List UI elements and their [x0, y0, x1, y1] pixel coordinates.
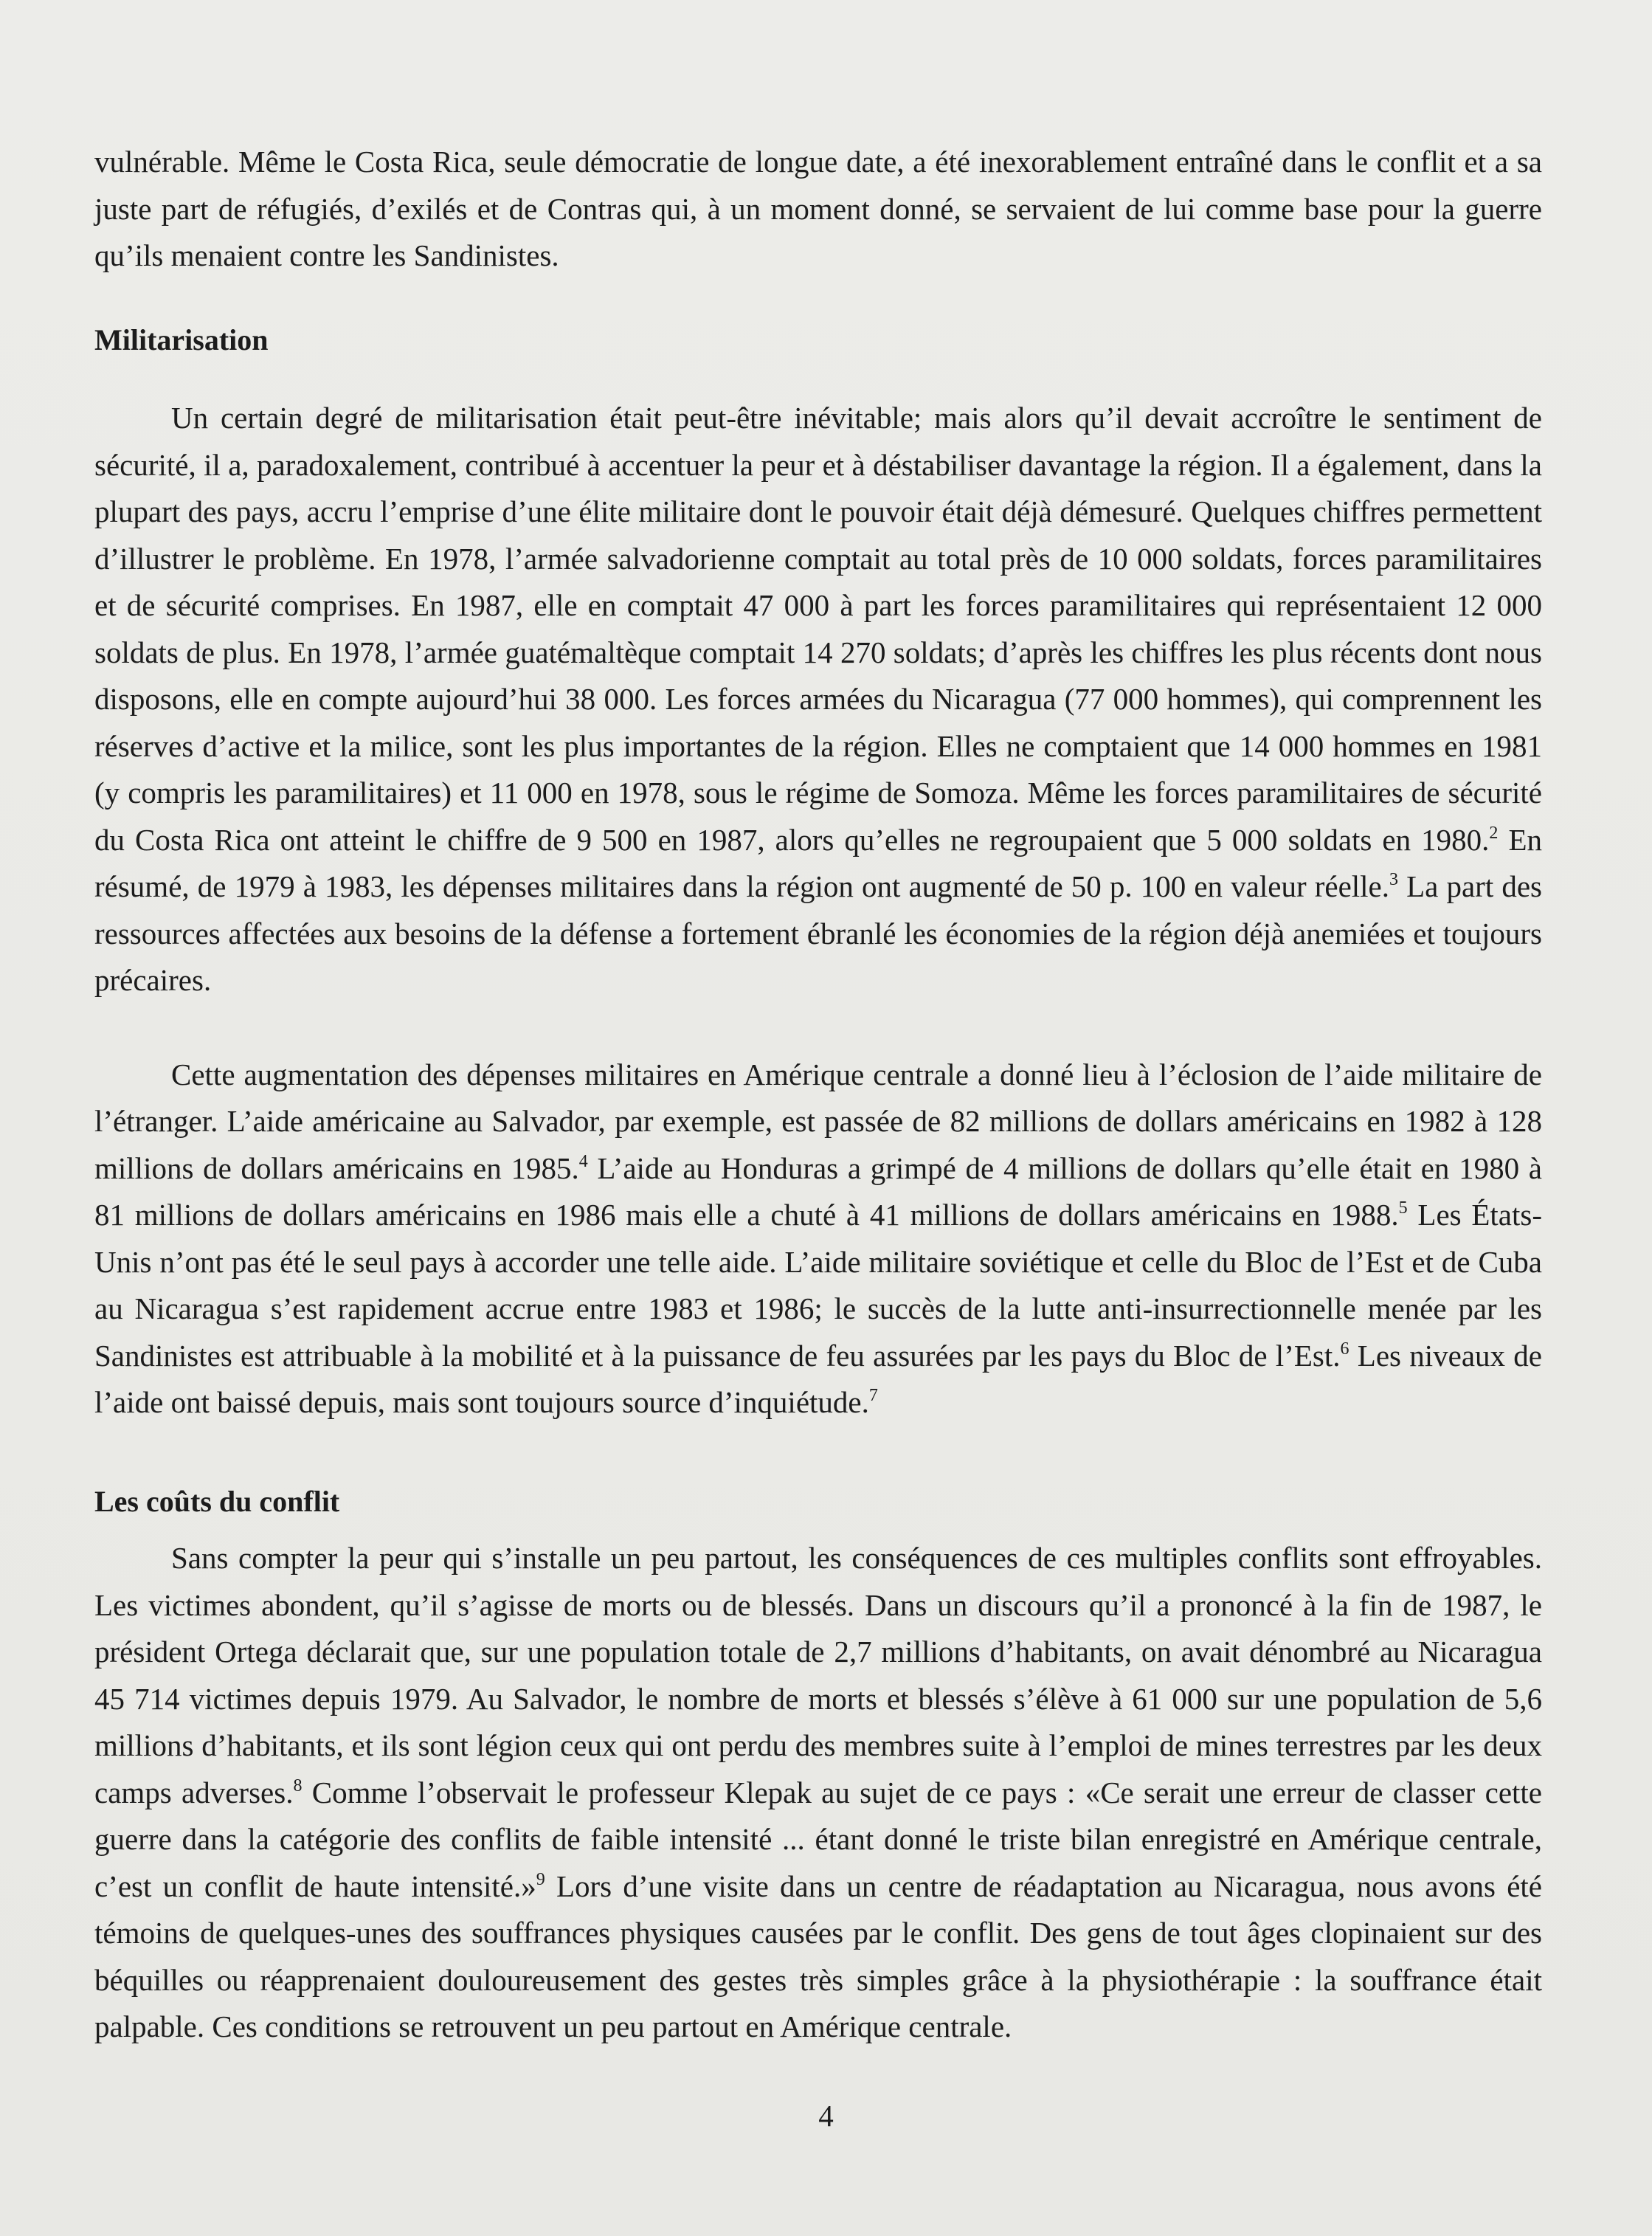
- text-run: Un certain degré de militarisation était peut-être inévitable; mais alors qu’il devait accroître le sentiment de sécurité, il a, paradoxalement, contribué à accentuer la peur et à déstabiliser davantage la région. Il a également, dans la plupart des pays, accru l’emprise d’une élite militaire dont le pouvoir était déjà démesuré. Quelques chiffres permettent d’illustrer le problème. En 1978, l’armée salvadorienne comptait au total près de 10 000 soldats, forces paramilitaires et de sécurité comprises. En 1987, elle en comptait 47 000 à part les forces paramilitaires qui représentaient 12 000 soldats de plus. En 1978, l’armée guatémaltèque comptait 14 270 soldats; d’après les chiffres les plus récents dont nous disposons, elle en compte aujourd’hui 38 000. Les forces armées du Nicaragua (77 000 hommes), qui comprennent les réserves d’active et la milice, sont les plus importantes de la région. Elles ne comptaient que 14 000 hommes en 1981 (y compris les paramilitaires) et 11 000 en 1978, sous le régime de Somoza. Même les forces paramilitaires de sécurité du Costa Rica ont atteint le chiffre de 9 500 en 1987, alors qu’elles ne regroupaient que 5 000 soldats en 1980.: [94, 401, 1542, 857]
- militarisation-paragraph-1: [94, 395, 1542, 1004]
- text-run: Lors d’une visite dans un centre de réadaptation au Nicaragua, nous avons été témoins de quelques-unes des souffrances physiques causées par le conflit. Des gens de tout âges clopinaient sur des béquilles ou réapprenaient douloureusement des gestes très simples grâce à la physiothérapie : la souffrance était palpable. Ces conditions se retrouvent un peu partout en Amérique centrale.: [94, 1868, 1542, 2043]
- text-run: L’aide au Honduras a grimpé de 4 millions de dollars qu’elle était en 1980 à 81 millions de dollars américains en 1986 mais elle a chuté à 41 millions de dollars américains en 1988.: [94, 1150, 1543, 1232]
- footnote-marker: 4: [578, 1151, 588, 1171]
- section-heading-couts-du-conflit: Les coûts du conflit: [94, 1484, 340, 1518]
- text-column: [94, 139, 1542, 2051]
- text-run: En résumé, de 1979 à 1983, les dépenses militaires dans la région ont augmenté de 50 p. 100 en valeur réelle.: [94, 822, 1542, 903]
- page-number: 4: [818, 2099, 834, 2133]
- footnote-marker: 6: [1340, 1339, 1349, 1359]
- militarisation-paragraph-2: [94, 1052, 1542, 1426]
- footnote-marker: 3: [1389, 870, 1399, 889]
- footnote-marker: 7: [868, 1386, 878, 1405]
- couts-paragraph-1: [94, 1535, 1542, 2051]
- text-run: Cette augmentation des dépenses militaires en Amérique centrale a donné lieu à l’éclosion de l’aide militaire de l’étranger. L’aide américaine au Salvador, par exemple, est passée de 82 millions de dollars américains en 1982 à 128 millions de dollars américains en 1985.: [94, 1057, 1542, 1185]
- footnote-marker: 8: [293, 1776, 303, 1795]
- footnote-marker: 9: [536, 1869, 545, 1889]
- footnote-marker: 5: [1398, 1198, 1408, 1218]
- section-heading-militarisation: Militarisation: [94, 322, 269, 356]
- intro-paragraph: vulnérable. Même le Costa Rica, seule démocratie de longue date, a été inexorablement entraîné dans le conflit et a sa juste part de réfugiés, d’exilés et de Contras qui, à un moment donné, se servaient de lui comme base pour la guerre qu’ils menaient contre les Sandinistes.: [94, 145, 1542, 272]
- text-run: Les États-Unis n’ont pas été le seul pays à accorder une telle aide. L’aide militaire soviétique et celle du Bloc de l’Est et de Cuba au Nicaragua s’est rapidement accrue entre 1983 et 1986; le succès de la lutte anti-insurrectionnelle menée par les Sandinistes est attribuable à la mobilité et à la puissance de feu assurées par les pays du Bloc de l’Est.: [94, 1198, 1542, 1373]
- text-run: Sans compter la peur qui s’installe un peu partout, les conséquences de ces multiples conflits sont effroyables. Les victimes abondent, qu’il s’agisse de morts ou de blessés. Dans un discours qu’il a prononcé à la fin de 1987, le président Ortega déclarait que, sur une population totale de 2,7 millions d’habitants, on avait dénombré au Nicaragua 45 714 victimes depuis 1979. Au Salvador, le nombre de morts et blessés s’élève à 61 000 sur une population de 5,6 millions d’habitants, et ils sont légion ceux qui ont perdu des membres suite à l’emploi de mines terrestres par les deux camps adverses.: [94, 1541, 1542, 1809]
- footnote-marker: 2: [1489, 823, 1499, 843]
- text-run: Les niveaux de l’aide ont baissé depuis, mais sont toujours source d’inquiétude.: [94, 1338, 1542, 1419]
- text-run: La part des ressources affectées aux besoins de la défense a fortement ébranlé les économies de la région déjà anemiées et toujours précaires.: [94, 869, 1543, 997]
- text-run: Comme l’observait le professeur Klepak au sujet de ce pays : «Ce serait une erreur de classer cette guerre dans la catégorie des conflits de faible intensité ... étant donné le triste bilan enregistré en Amérique centrale, c’est un conflit de haute intensité.»: [94, 1775, 1542, 1903]
